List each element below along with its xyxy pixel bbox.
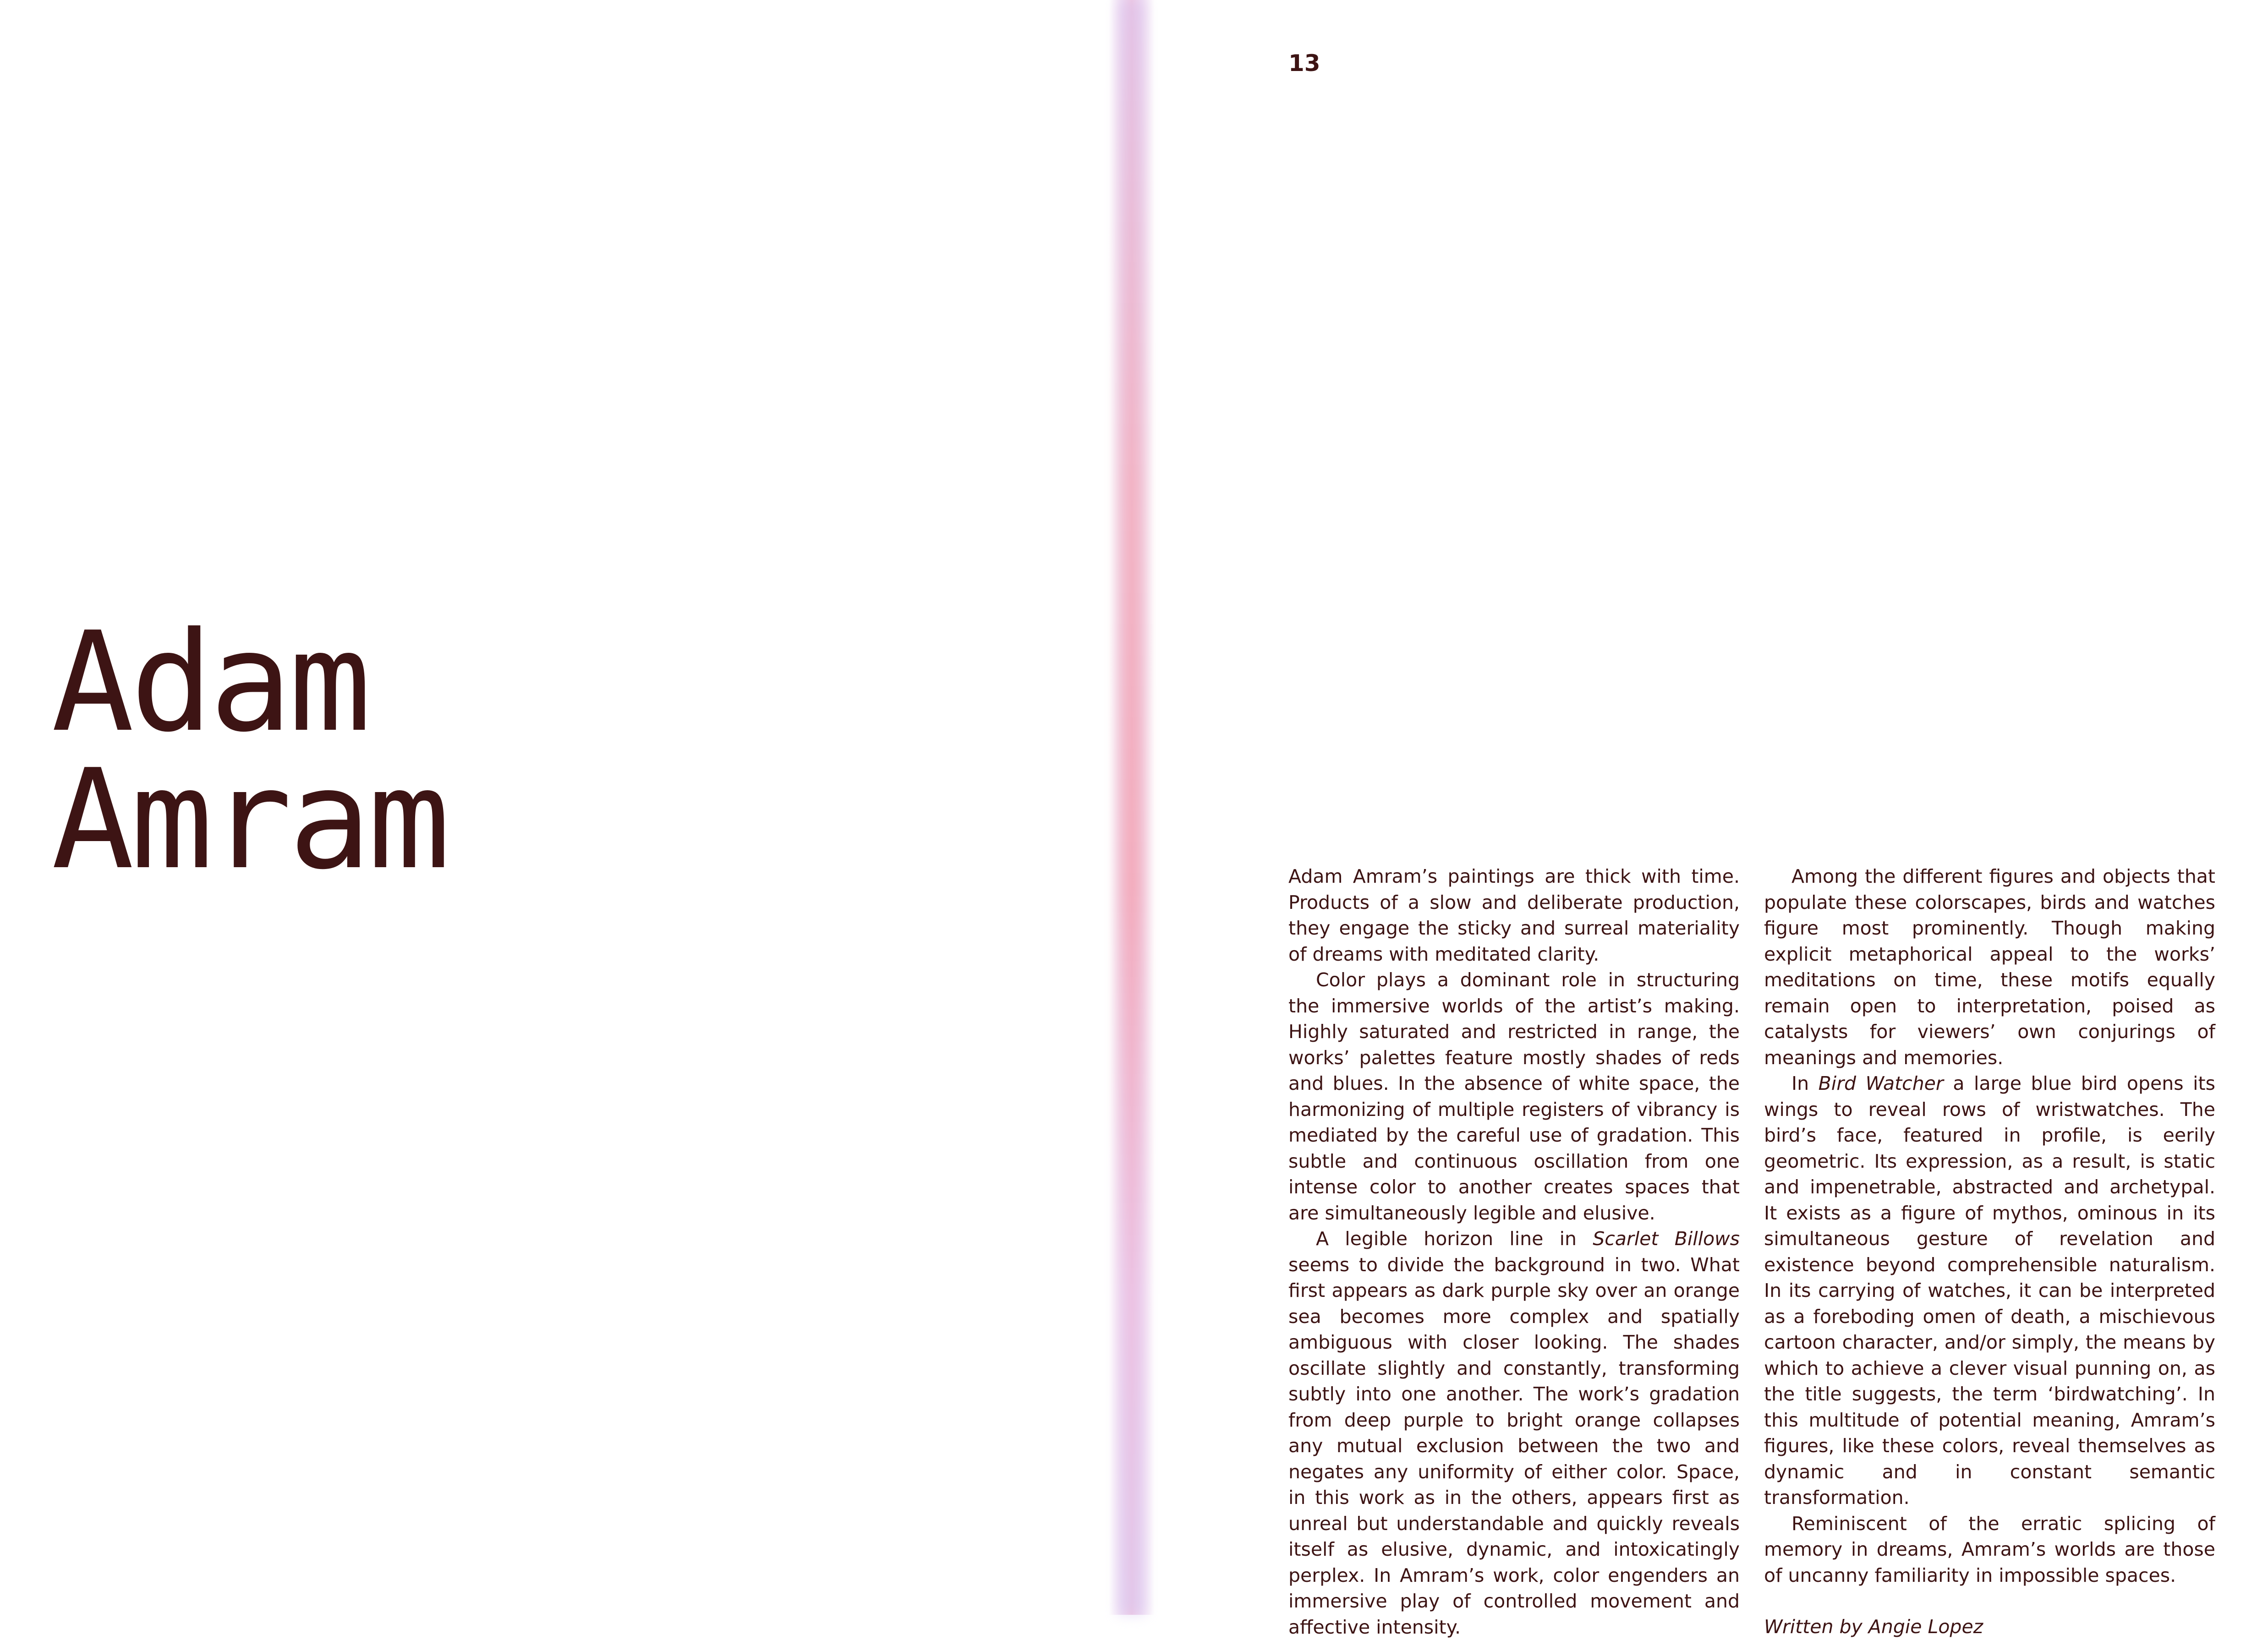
paragraph	[1764, 1071, 2215, 1511]
paragraph-text: In	[1791, 1072, 1819, 1094]
paragraph: Adam Amram’s paintings are thick with time. Products of a slow and deliberate production, they engage the sticky and surreal materiality of dreams with meditated clarity.	[1288, 865, 1740, 965]
title-line-first-name: Adam	[51, 602, 368, 762]
book-spine-gradient	[1118, 0, 1145, 1615]
paragraph-text: A legible horizon line in	[1316, 1228, 1593, 1250]
paragraph	[1288, 1226, 1740, 1640]
artwork-title-scarlet-billows: Scarlet Billows	[1593, 1228, 1740, 1250]
paragraph-text: seems to divide the background in two. What first appears as dark purple sky over an orange sea becomes more complex and spatially ambiguous with closer looking. The shades oscillate slightly and constantly, transforming subtly into one another. The work’s gradation from deep purple to bright orange collapses any mutual exclusion between the two and negates any uniformity of either color. Space, in this work as in the others, appears first as unreal but understandable and quickly reveals itself as elusive, dynamic, and intoxicatingly perplex. In Amram’s work, color engenders an immersive play of controlled movement and affective intensity.	[1288, 1253, 1740, 1638]
paragraph: Color plays a dominant role in structuring the immersive worlds of the artist’s making. Highly saturated and restricted in range, the works’ palettes feature mostly shades of reds and blues. In the absence of white space, the harmonizing of multiple registers of vibrancy is mediated by the careful use of gradation. This subtle and continuous oscillation from one intense color to another creates spaces that are simultaneously legible and elusive.	[1288, 969, 1740, 1224]
paragraph-text: a large blue bird opens its wings to reveal rows of wristwatches. The bird’s face, featured in profile, is eerily geometric. Its expression, as a result, is static and impenetrable, abstracted and archetypal. It exists as a figure of mythos, ominous in its simultaneous gesture of revelation and existence beyond comprehensible naturalism. In its carrying of watches, it can be interpreted as a foreboding omen of death, a mischievous cartoon character, and/or simply, the means by which to achieve a clever visual punning on, as the title suggests, the term ‘birdwatching’. In this multitude of potential meaning, Amram’s figures, like these colors, reveal themselves as dynamic and in constant semantic transformation.	[1764, 1072, 2215, 1509]
author-credit: Written by Angie Lopez	[1764, 1616, 1983, 1638]
essay-column-right	[1764, 864, 2215, 1640]
page-number: 13	[1288, 50, 1320, 77]
title-line-last-name: Amram	[51, 740, 447, 900]
paragraph: Reminiscent of the erratic splicing of memory in dreams, Amram’s worlds are those of uncanny familiarity in impossible spaces.	[1764, 1512, 2215, 1586]
paragraph: Among the different figures and objects that populate these colorscapes, birds and watches figure most prominently. Though making explicit metaphorical appeal to the works’ meditations on time, these motifs equally remain open to interpretation, poised as catalysts for viewers’ own conjurings of meanings and memories.	[1764, 865, 2215, 1069]
essay-column-left	[1288, 864, 1740, 1640]
artist-name-title	[51, 602, 447, 900]
artwork-title-bird-watcher: Bird Watcher	[1818, 1072, 1944, 1094]
